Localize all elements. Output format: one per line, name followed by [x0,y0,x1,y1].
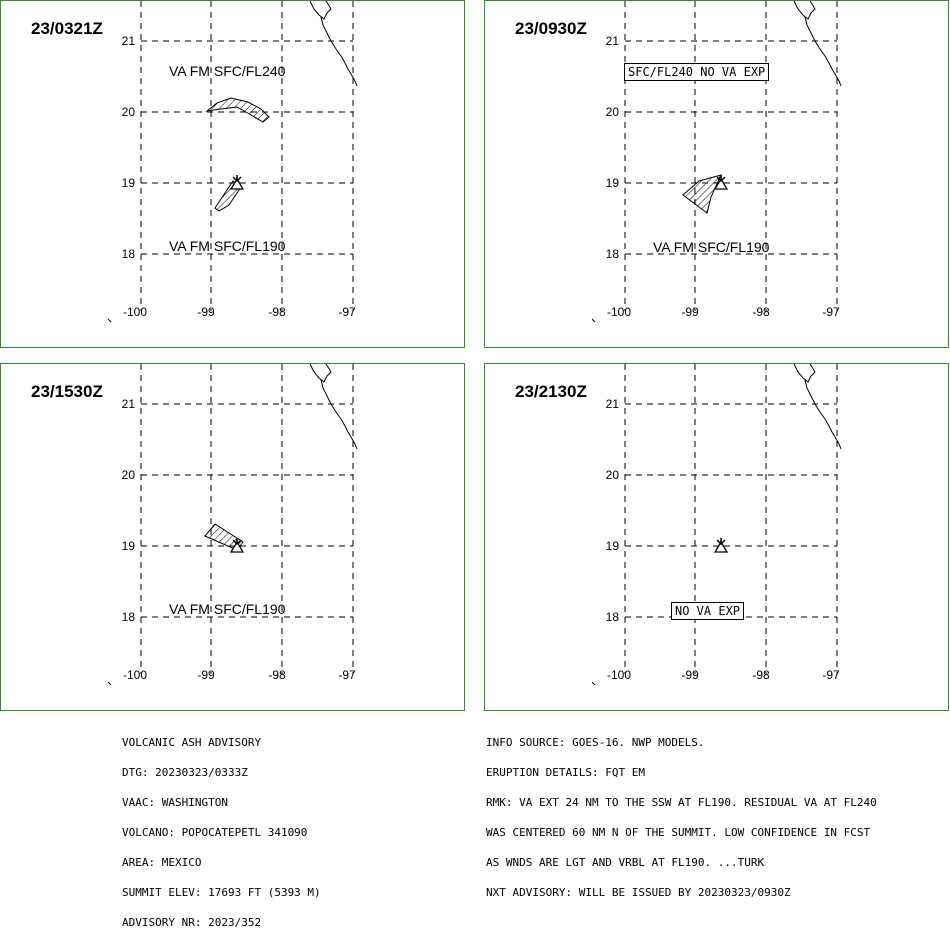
ash-level-label: VA FM SFC/FL240 [169,63,286,79]
lat-tick-21: 21 [121,397,135,411]
grid-lines [625,364,837,674]
advisory-line: AREA: MEXICO [122,856,202,869]
lat-tick-18: 18 [605,247,619,261]
lat-tick-21: 21 [605,34,619,48]
volcano-summit-icon [233,175,241,181]
advisory-line: VOLCANIC ASH ADVISORY [122,736,262,749]
advisory-line: DTG: 20230323/0333Z [122,766,248,779]
lat-tick-21: 21 [121,34,135,48]
lat-tick-19: 19 [605,539,619,553]
advisory-line: AS WNDS ARE LGT AND VRBL AT FL190. ...TURK [486,856,765,869]
lat-tick-20: 20 [121,468,135,482]
lat-tick-18: 18 [605,610,619,624]
lon-tick-99: -99 [681,305,699,319]
no-ash-expected-label: SFC/FL240 NO VA EXP [624,63,769,81]
coastline [310,1,357,86]
lat-tick-19: 19 [121,539,135,553]
lon-tick-98: -98 [268,305,286,319]
lon-tick-98: -98 [752,668,770,682]
forecast-panel-0930z [484,0,949,348]
advisory-line: ERUPTION DETAILS: FQT EM [486,766,645,779]
ash-level-label: VA FM SFC/FL190 [169,601,286,617]
map-canvas [485,364,949,711]
advisory-line: SUMMIT ELEV: 17693 FT (5393 M) [122,886,321,899]
grid-lines [141,364,353,674]
grid-lines [625,1,837,311]
forecast-panel-1530z [0,363,465,711]
lon-tick-100: -100 [606,305,632,319]
coastline-fragment [592,682,595,685]
lon-tick-97: -97 [822,305,840,319]
volcano-summit-icon [717,538,725,544]
coastline [794,1,841,86]
lat-tick-18: 18 [121,610,135,624]
lon-tick-98: -98 [268,668,286,682]
lat-tick-19: 19 [121,176,135,190]
panel-time: 23/2130Z [515,382,587,401]
lon-tick-99: -99 [197,668,215,682]
lon-tick-99: -99 [197,305,215,319]
lat-tick-18: 18 [121,247,135,261]
ash-level-label: VA FM SFC/FL190 [653,239,770,255]
advisory-line: ADVISORY NR: 2023/352 [122,916,262,929]
coastline-fragment [108,319,111,322]
lat-tick-20: 20 [605,468,619,482]
ash-cloud [683,175,721,213]
lon-tick-100: -100 [606,668,632,682]
panel-time: 23/1530Z [31,382,103,401]
coastline-fragment [592,319,595,322]
lat-tick-20: 20 [121,105,135,119]
lon-tick-99: -99 [681,668,699,682]
lat-tick-19: 19 [605,176,619,190]
advisory-line: WAS CENTERED 60 NM N OF THE SUMMIT. LOW CONFIDENCE IN FCST [486,826,871,839]
advisory-line: RMK: VA EXT 24 NM TO THE SSW AT FL190. RESIDUAL VA AT FL240 [486,796,877,809]
no-ash-expected-label: NO VA EXP [671,602,744,620]
lat-tick-21: 21 [605,397,619,411]
advisory-line: VAAC: WASHINGTON [122,796,228,809]
coastline [310,364,357,449]
map-canvas [1,364,465,711]
lon-tick-100: -100 [122,305,148,319]
advisory-line: INFO SOURCE: GOES-16. NWP MODELS. [486,736,705,749]
forecast-panel-0321z [0,0,465,348]
ash-level-label: VA FM SFC/FL190 [169,238,286,254]
map-canvas [1,1,465,348]
advisory-header-block [122,718,321,938]
ash-cloud-upper [207,98,269,122]
panel-time: 23/0321Z [31,19,103,38]
lat-tick-20: 20 [605,105,619,119]
lon-tick-97: -97 [822,668,840,682]
coastline-fragment [108,682,111,685]
advisory-line: NXT ADVISORY: WILL BE ISSUED BY 20230323/0930Z [486,886,791,899]
lon-tick-97: -97 [338,668,356,682]
lon-tick-100: -100 [122,668,148,682]
advisory-remarks-block [486,718,877,908]
forecast-panel-2130z [484,363,949,711]
lon-tick-97: -97 [338,305,356,319]
advisory-line: VOLCANO: POPOCATEPETL 341090 [122,826,308,839]
panel-time: 23/0930Z [515,19,587,38]
coastline [794,364,841,449]
map-canvas [485,1,949,348]
grid-lines [141,1,353,311]
lon-tick-98: -98 [752,305,770,319]
